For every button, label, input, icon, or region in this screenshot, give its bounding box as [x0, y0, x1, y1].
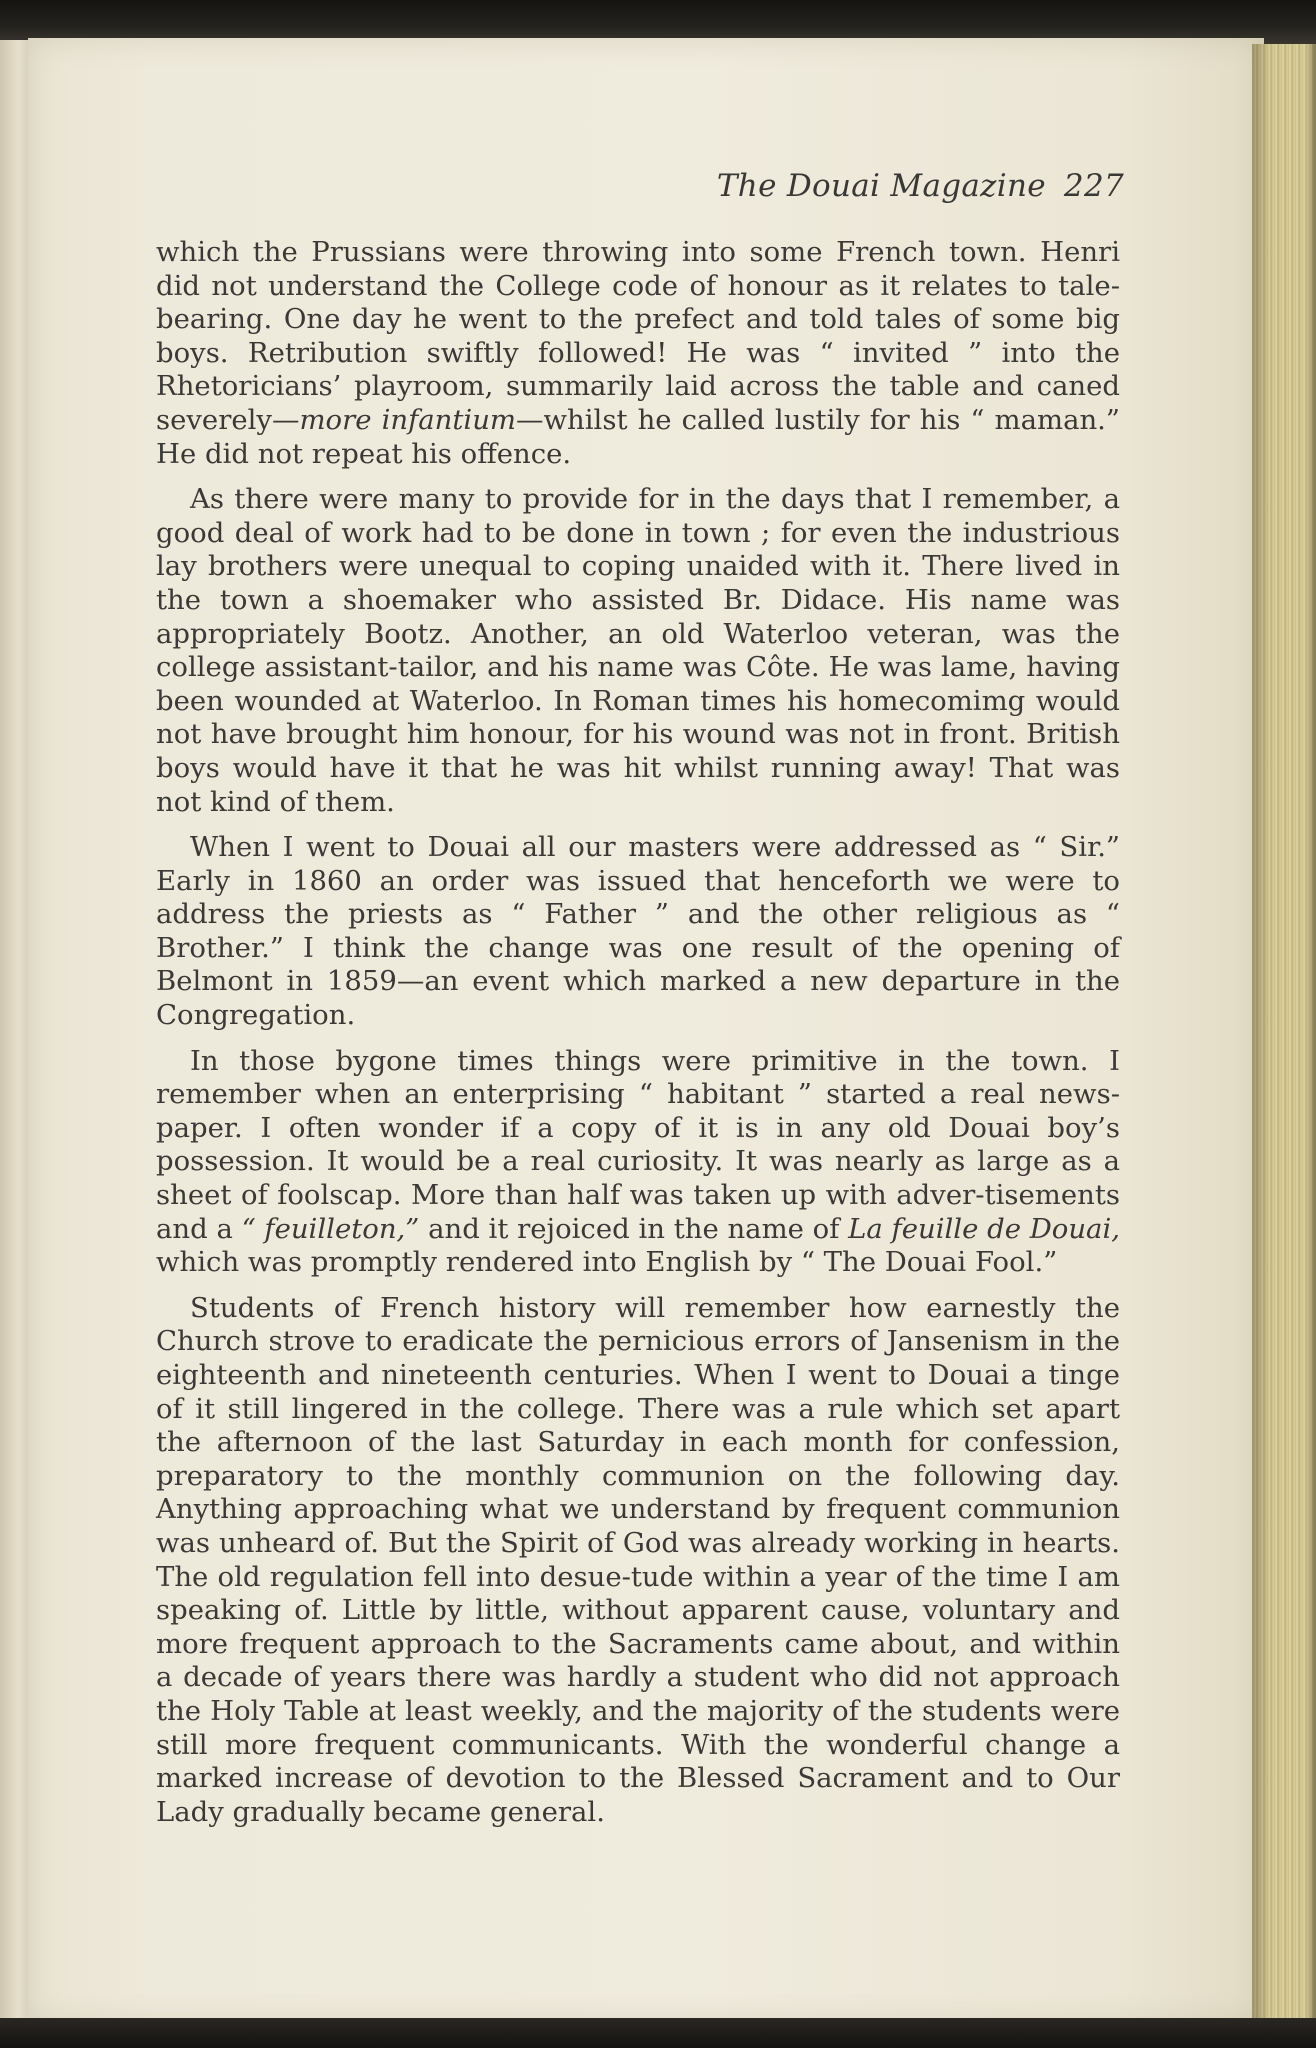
paragraph [156, 483, 1120, 819]
paragraph-text: When I went to Douai all our masters were addressed as “ Sir.” Early in 1860 an order was issued that henceforth we were to address the priests as “ Father ” and the other religious as “ Brother.” I think the change was one result of the opening of Belmont in 1859—an event which marked a new departure in the Congregation. [156, 831, 1120, 1032]
paragraph-text: —whilst he called lustily for his “ maman.” He did not repeat his offence. [156, 403, 1120, 470]
paragraph [156, 1045, 1120, 1280]
paragraph [156, 236, 1120, 471]
running-header [156, 168, 1124, 204]
paragraph-text: In those bygone times things were primitive in the town. I remember when an enterprising “ habitant ” started a real news-paper. I often wonder if a copy of it is in any old Douai boy’s possession. It would be a real curiosity. It was nearly as large as a sheet of foolscap. More than half was taken up with adver-tisements and a [156, 1044, 1120, 1245]
paragraph [156, 1292, 1120, 1830]
journal-title: The Douai Magazine [716, 168, 1046, 204]
paragraph-text: and it rejoiced in the name of [419, 1212, 849, 1245]
facing-page-edge [0, 40, 30, 2025]
page-number: 227 [1063, 168, 1124, 204]
paragraph-text: As there were many to provide for in the days that I remember, a good deal of work had to be done in town ; for even the industrious lay brothers were unequal to coping unaided with it. There lived in the town a shoemaker who assisted Br. Didace. His name was appropriately Bootz. Another, an old Waterloo veteran, was the college assistant-tailor, and his name was Côte. He was lame, having been wounded at Waterloo. In Roman times his homecomimg would not have brought him honour, for his wound was not in front. British boys would have it that he was hit whilst running away! That was not kind of them. [156, 483, 1120, 818]
book-bottom-edge [0, 2018, 1316, 2048]
italic-text: more infantium [299, 403, 516, 436]
paragraph-text: which was promptly rendered into English by “ The Douai Fool.” [156, 1246, 1058, 1279]
italic-text: La feuille de Douai, [848, 1212, 1120, 1245]
paragraph-text: Students of French history will remember how earnestly the Church strove to eradicate the pernicious errors of Jansenism in the eighteenth and nineteenth centuries. When I went to Douai a tinge of it still lingered in the college. There was a rule which set apart the afternoon of the last Saturday in each month for confession, preparatory to the monthly communion on the following day. Anything approaching what we understand by frequent communion was unheard of. But the Spirit of God was already working in hearts. The old regulation fell into desue-tude within a year of the time I am speaking of. Little by little, without apparent cause, voluntary and more frequent approach to the Sacraments came about, and within a decade of years there was hardly a student who did not approach the Holy Table at least weekly, and the majority of the students were still more frequent communicants. With the wonderful change a marked increase of devotion to the Blessed Sacrament and to Our Lady gradually became general. [156, 1291, 1120, 1828]
article-body [156, 236, 1120, 1841]
italic-text: “ feuilleton,” [241, 1212, 420, 1245]
page-fore-edge [1252, 44, 1316, 2024]
paragraph [156, 831, 1120, 1033]
paragraph-text: which the Prussians were throwing into some French town. Henri did not understand the College code of honour as it relates to tale-bearing. One day he went to the prefect and told tales of some big boys. Retribution swiftly followed! He was “ invited ” into the Rhetoricians’ playroom, summarily laid across the table and caned severely— [156, 236, 1120, 436]
